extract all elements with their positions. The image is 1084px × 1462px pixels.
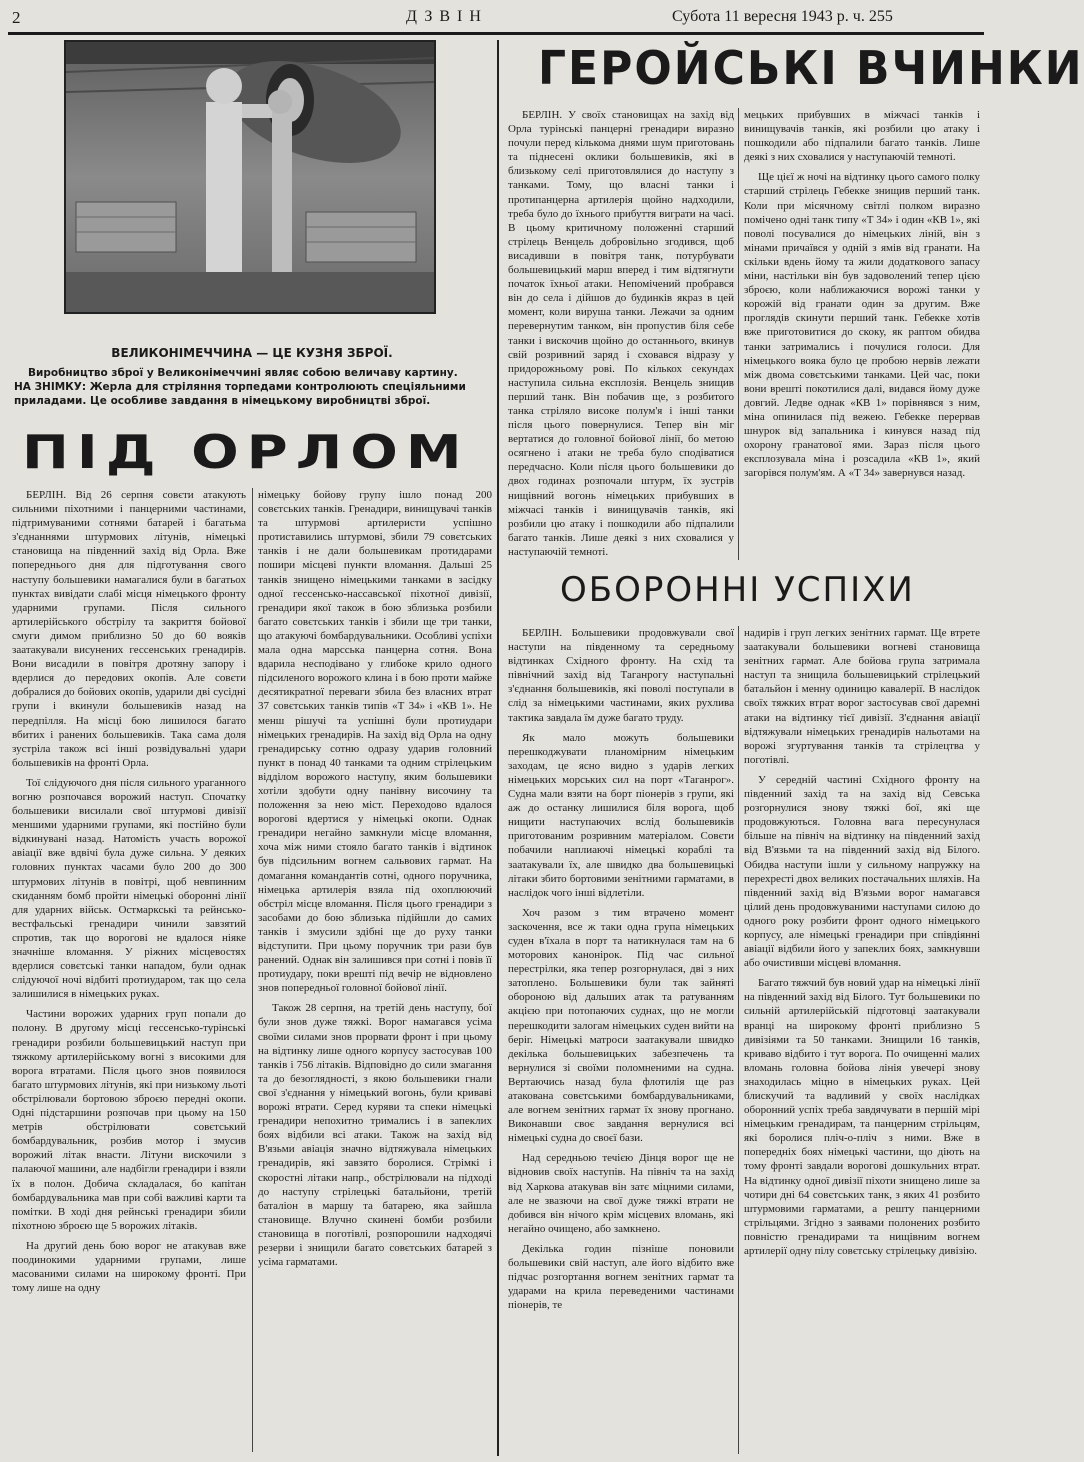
paragraph: Декілька годин пізніше поновили большевики свій наступ, але його відбито вже підчас розгортання вогнем зенітних гармат та ударами на крила переведеними частинами піонерів, те — [508, 1242, 734, 1312]
masthead-rule — [8, 32, 984, 35]
photo-caption-title: ВЕЛИКОНІМЕЧЧИНА — ЦЕ КУЗНЯ ЗБРОЇ. — [111, 346, 393, 360]
paragraph: Хоч разом з тим втрачено момент заскочення, все ж таки одна група німецьких суден в'їхала в порт та натикнулася там на 6 моторових канонірок. Під час сильної перестрілки, яка тепер розгорнулася, дві з них затоплено. Большевики були так зайняті обороною від дальших атак та ратуванням акцією при потопаючих суднах, що не могли перешкодити залогам німецьких суден вийти на беріг. Німецькі матроси заатакували швидко декілька большевицьких забезпечень та вернулися зі своїми поломненими на судна. Вертаючись назад була флотилія ще раз атакована совєтськими бомбардувальниками, але вогнем зенітних гармат їх знову прогнано. Виконавши своє завдання вернулися всі німецькі судна до своєї бази. — [508, 906, 734, 1145]
paragraph: У середній частині Східного фронту на південний захід та на захід від Севська розгорнулися знову тяжкі бої, які ще продовжуються. Головна вага пересунулася більше на північ на відтинку на південний захід від В'язьми та на південний захід від Білого. Обидва наступи ішли у сильному напружку на перехресті двох великих постачальних шляхів. На південний захід від В'язьми ворог намагався цілий день продовжуваними наступами силою до одного року розбити фронт одного німецького корпусу, але німецькі гренадири при співдіянні авіації відбили його у запеклих боях, замкнувши або очистивши місцеві вломання. — [744, 773, 980, 970]
newspaper-name: ДЗВІН — [406, 8, 488, 25]
paragraph: На другий день бою ворог не атакував вже поодинокими ударними групами, лише масованими силами на широкому фронті. При тому лише на одну — [12, 1239, 246, 1295]
paragraph: надирів і груп легких зенітних гармат. Ще втрете заатакували большевики вогневі становища зенітних гармат. Але бойова група затримала наступ та знищила большевицький стрілецький батальйон і менну одиницю кавалерії. В наслідок своїх тяжких втрат ворог застосував свої даремні атаки на відтинку тієї дивізії. З'єднання авіації відтяжували німецьких гренадирів нальотами на ворожі згуртування танків та стрілецтва у поготівлі. — [744, 627, 980, 766]
article-oboronni-col2 — [744, 626, 980, 1458]
headline-oboronni-uspikhy: ОБОРОННІ УСПІХИ — [560, 570, 915, 610]
column-divider — [252, 488, 253, 1452]
section-divider — [497, 40, 499, 1456]
paragraph: Над середньою течією Дінця ворог ще не відновив своїх наступів. На північ та на захід від Харкова атакував він затє міцними силами, але не звазючи на свої дуже тяжкі втрати не добився він нічого крім місцевих вломань, які негайно очищено, або замкнено. — [508, 1152, 734, 1235]
headline-heroiski-vchynky: ГЕРОЙСЬКІ ВЧИНКИ — [538, 42, 1084, 96]
date-issue: Субота 11 вересня 1943 р. ч. 255 — [672, 8, 893, 25]
paragraph: мецьких прибувших в міжчасі танків і винищувачів танків, які розбили цю атаку і пошкодили або підпалили багато танків. Лише деякі з них сховалися у наступаючій темноті. — [744, 109, 980, 164]
paragraph: БЕРЛІН. У своїх становищах на захід від Орла турінські панцерні гренадири виразно почули перед кількома днями шум приготовань та піднесені оклики большевиків, які в близькому селі приготовлялися до наступу з танками. Тому, що власні танки і протипанцерна артилерія щойно надходили, треба було до їхнього прибуття виграти на часі. В цьому критичному положенні старший стрілець Венцель добровільно згодився, щоб висадивши в повітря танк, потурбувати большевицький марш вперед і тим відтягнути початок їхньої атаки. Непомічений пробрався він до села і дійшов до будинків якраз в цей момент, коли вируша танки. Лежачи за одним перевернутим танком, він пропустив біля себе танки і вискочив щойно до останнього, вкинув свій розривний заряд і сховався відразу у придорожньому рові. По кількох секундах наступила сильна експлозія. Венцель знищив перший танк. Він побачив ще, з розбитого танка стріляло високе полум'я і інші танки після цього повернулися. Тепер він міг вертатися до головної бойової лінії, бо метою осягнено і атаки не треба було сподіватися передчасно. Коли після цього большевики до двох годинах розпочали штурм, їх зустрів нищівний вогонь німецьких прибувших в міжчасі танків і винищувачів танків, які розбили цю атаку і пошкодили або підпалили багато танків. Лише деякі з них сховалися у наступаючій темноті. — [508, 109, 734, 558]
photo-caption-line-1: Виробництво зброї у Великонімеччині являє собою величаву картину. — [28, 367, 458, 379]
photo-caption-line-2: НА ЗНІМКУ: Жерла для стріляння торпедами контролюють спеціяльними приладами. Це особливе завдання в німецькому виробництві зброї. — [14, 381, 466, 407]
factory-photo — [64, 40, 436, 314]
article-oboronni-col1 — [508, 626, 734, 1458]
article-heroiski-col1 — [508, 108, 734, 556]
masthead — [8, 6, 994, 34]
factory-photo-image — [66, 42, 434, 312]
article-pid-orlom-col2 — [258, 488, 492, 1458]
paragraph: БЕРЛІН. Від 26 серпня совєти атакують сильними піхотними і панцерними частинами, підтримуваними сотнями батарей і багатьма з'єднаннями штурмових літунів, німецькі становища на південний захід від Орла. Вже попереднього дня для підготування свого наступу большевики намагалися були в багатьох пунктах вивідати слабі місця німецького фронту ударними групами. Після сильного артилерійського обстрілу та закриття бойової смуги димом приблизно 50 до 60 вояків заатакували висунених гессенських гренадирів. Вони висадили в повітря дротяну запору і вдерлися до передових окопів. Але совєти добралися до бойових окопів, ударили дві сусідні групи і вкинули большевиків назад на передпілля. На місці бою лишилося багато вбитих і ранених большевиків. Така сама доля зустріла також всі інші розвідувальні удари большевиків на фронті Орла. — [12, 489, 246, 769]
paragraph: Частини ворожих ударних груп попали до полону. В другому місці гессенсько-турінські гренадири розбили большевицький наступ при тяжкому артилерійському вогні з високими для ворога втратами. Після цього знов появилося багато штурмових літунів, які при низькому льоті обстрілювали бортовою зброєю передні окопи. Одні підстаршини розпочав при цьому на 150 метрів обстрілювати совєтський бомбардувальник, розбив мотор і змусив ворожий літак внасти. Літуни вискочили з палаючої машини, але надбігли гренадири і взяли їх в полон. Добича складалася, бо капітан бомбардувальника мав при собі важливі карти та помітки. В ході дня рейнські гренадири збили піхотною зброєю ще 5 ворожих літаків. — [12, 1008, 246, 1232]
page-number: 2 — [12, 8, 21, 27]
column-divider — [738, 626, 739, 1454]
article-heroiski-col2 — [744, 108, 980, 560]
paragraph: БЕРЛІН. Большевики продовжували свої наступи на південному та середньому відтинках Східного фронту. На схід та північний захід від Таганрогу наступальні з'єднання большевиків, які поволі поступали в слід за німецькими частинами, яких рухлива тактика завдала їм дуже багато труду. — [508, 627, 734, 724]
photo-caption — [14, 366, 480, 408]
paragraph: Як мало можуть большевики перешкоджувати планомірним німецьким заходам, це ясно видно з ударів легких німецьких морських сил на порт «Таганрог». Судна мали взяти на борт піонерів з групи, які аж до останку лишилися біля ворога, щоб нищити наступаючих вслід большевиків приготованим розривним матеріалом. Совєти побачили наплиаючі німецькі кораблі та заатакували їх, але швидко два большевицькі літаки збито бортовими зенітними гарматами, в наслідок чого інші відлетіли. — [508, 731, 734, 899]
column-divider — [738, 108, 739, 560]
paragraph: німецьку бойову групу ішло понад 200 совєтських танків. Гренадири, винищувачі танків та штурмові артилеристи успішно протиставились штурмові, збили 79 совєтських танків і не дали большевикам протидарами пошири місцеві пункти вломання. Дальші 25 танків знищено німецькими танками в засідку одної гессенсько-нассавської піхотної дивізії, гренадири якої також в бою зблизька розбили багато совєтських танків і збили ще три танки, що атакуючі бомбардувальники. Особливі успіхи мала одна марсська панцерна сотня. Вона вдарила несподівано у глибоке крило одного підсиленого ворожого клина і в бою проти майже десятикратної переваги збила без власних втрат 37 совєтських танків типів «Т 34» і «КВ 1». Не менш рішучі та успішні були протиудари німецьких гренадирів. На захід від Орла на одну гренадирську сотню одразу ударив головний пункт в понад 40 танками та одним стрілецьким відділом ворожого наступу, яким большевики хотіли здобути одну панівну височину та положення за нею міст. Переходово вдалося ворогові вдертися у німецькі окопи. Однак гренадири негайно замкнули місце вломання, хоча між ними стояло багато танків і відтинок був підсильним вогнем сальвових гармат. На домагання командантів сотні, одного поручника, німецька артилерія взяла під охоплюючий обстріл місце вломання. Після цього гренадири з засобами до бою зблизька підійшли до самих танків і змусили здібні ще до руху танки відступити. При цьому поручник три рази був ранений. Однак він залишився при сотні і повів її протиудару, поки врешті під вечір не відновлено знов попередньої головної бойової лінії. — [258, 489, 492, 995]
paragraph: Тої слідуючого дня після сильного ураганного вогню розпочався ворожий наступ. Спочатку большевики висилали свої штурмові дивізії меншими ударними групами, які постійно були відкинувані назад. Натомість участь ворожої авіації вже вдвічі була дуже сильна. У деяких головних пунктах часами було 200 до 300 штурмових літунів в повітрі, щоб невпинним скиданням бомб пройти німецькі оборонні лінії для ударних військ. Остмаркські та рейнсько-вестфальські гренадири чинили завзятий спротив, так що ворогові не вдалося ніяке значніше вломання. У ріжних місцевостях вдерлися совєтські танки нападом, були однак слідуючої ночі відбиті протиударом, так що села залишилися в німецьких руках. — [12, 776, 246, 1001]
article-pid-orlom-col1 — [12, 488, 246, 1458]
paragraph: Ще цієї ж ночі на відтинку цього самого полку старший стрілець Гебекке знищив перший танк. Коли при місячному світлі полком виразно помічено одні танк типу «Т 34» і один «КВ 1», які поволі посувалися до німецьких ліній, він з мінами причаївся у одній з ямів від гранати. На скільки вдень йому та жили додаткового запасу міни, настільки він був задоволений тепер цією зброєю, коли наближаючися ворожі танки у корожій від гранати один за другим. Вже проглядів скинути перший танк. Гебекке хотів вже приготовитися до скоку, як раптом обидва танки затримались і почулися голоси. Для німецького вояка було це пробою нервів лежати між двома совєтськими танками. Цей час, поки вони врешті покотилися далі, видався йому дуже довгий. Ледве однак «КВ 1» порівнявся з ним, міна опинилася під вежею. Гебекке перервав шнурок від запальника і кинувся назад під охорону гранатової ями. Зараз після цього експлозувала міна і розсадила «КВ 1», який загорівся полум'ям. А «Т 34» завернувся назад. — [744, 171, 980, 480]
headline-pid-orlom: ПІД ОРЛОМ — [22, 426, 470, 480]
paragraph: Також 28 серпня, на третій день наступу, бої були знов дуже тяжкі. Ворог намагався усіма своїми силами знов прорвати фронт і при цьому на відтинку лише одного корпусу застосував 100 танків і 756 літаків. Відповідно до сили змагання та до безоглядності, з якою большевики гнали свої з'єднання у німецький вогонь, були криваві ворожі втрати. Серед куряви та спеки німецькі гренадири непохитно тримались і в запеклих боях відбили всі атаки. Також на захід від В'язьми авіація значно відтяжувала німецьких гренадирів, які завзято боролися. Стрімкі і скоростні літаки напр., обстрілювали на підході до наступу стрілецькі батальйони, третій баталіон в маршу та батарею, яка зайшла становище. Влучно скинені бомби розбили становища в поготівлі, розпорошили надходячі резерви і знищили багато совєтських батарей з усіма гарматами. — [258, 1002, 492, 1269]
paragraph: Багато тяжчий був новий удар на німецькі лінії на південний захід від Білого. Тут большевики по сильній артилерійській підготовці заатакували вранці на широкому фронті приблизно 5 дивізіями та 50 танками. Знищили 16 танків, криваво відбито і тут ворога. По очищенні малих вломань головна бойова лінія увечері знову знаходилась міцно в німецьких руках. Цей блискучий та вадливий у своїх наслідках оборонний успіх треба завдячувати в першій мірі німецьким гренадирам, та панцерним стрільцям, які боролися пліч-о-пліч з ними. Вже в попередніх боях німецькі частини, що діють на тому фронті завдали ворогові дошкульних втрат. На відтинку одної дивізії піхоти знищено лише за чотири дні 64 совєтських танк, з яких 41 розбито штурмовими гарматами, а решту панцерними стрільцями. Згідно з заявами полонених розбито повністю гренадирами та нищівним вогнем артилерії одну пілу совєтську стрілецьку дивізію. — [744, 977, 980, 1258]
